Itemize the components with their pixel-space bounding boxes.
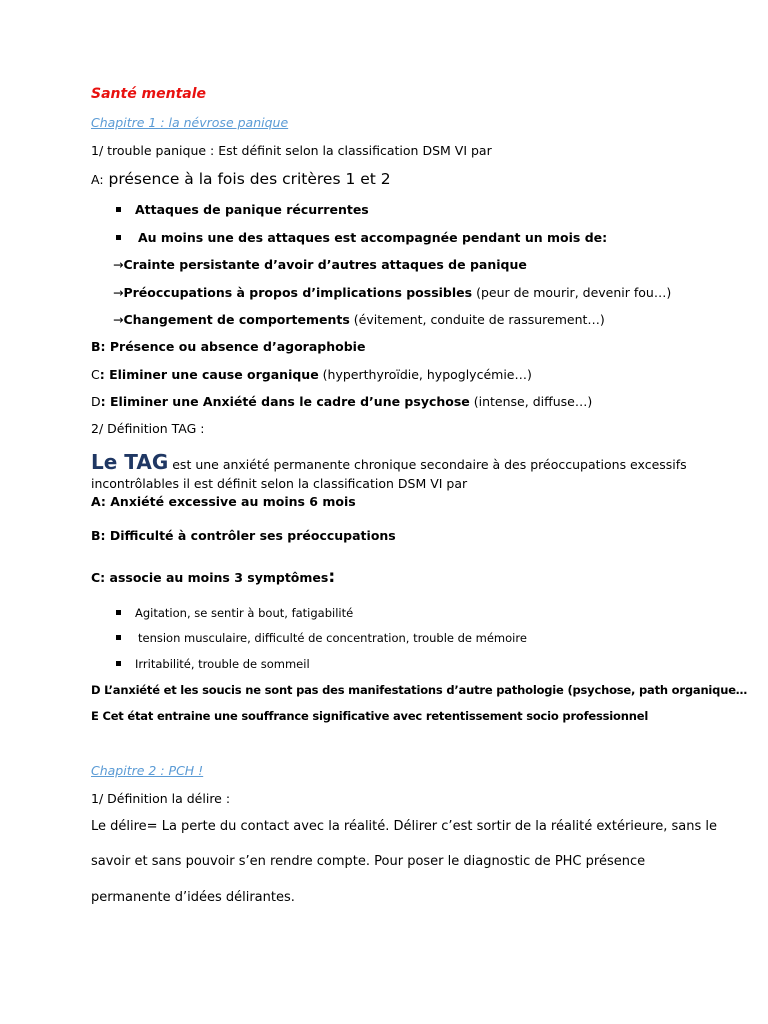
arrow-item-2-bold: Préoccupations à propos d’implications possibles — [123, 285, 473, 300]
definition-delire-heading: 1/ Définition la délire : — [91, 791, 231, 806]
criterion-b-line: B: Présence ou absence d’agoraphobie — [91, 339, 366, 354]
criterion-c-line — [91, 367, 532, 382]
tag-definition-line-2: incontrôlables il est définit selon la classification DSM VI par — [91, 476, 468, 491]
arrow-item-3 — [113, 312, 605, 327]
tag-criterion-a: A: Anxiété excessive au moins 6 mois — [91, 494, 356, 509]
arrow-item-3-bold: Changement de comportements — [123, 312, 350, 327]
symptom-item-1-text: Agitation, se sentir à bout, fatigabilité — [135, 606, 354, 620]
criterion-a-text: présence à la fois des critères 1 et 2 — [103, 170, 391, 188]
square-bullet-icon — [116, 661, 121, 666]
arrow-item-1 — [113, 257, 527, 272]
arrow-icon: → — [113, 257, 124, 272]
delire-paragraph-line-2: savoir et sans pouvoir s’en rendre compte. Pour poser le diagnostic de PHC présence — [91, 854, 646, 869]
criterion-d-normal: (intense, diffuse…) — [469, 394, 593, 409]
bullet-item-2 — [116, 230, 607, 245]
arrow-item-3-normal: (évitement, conduite de rassurement…) — [349, 312, 605, 327]
criterion-c-normal: (hyperthyroïdie, hypoglycémie…) — [318, 367, 532, 382]
arrow-item-2-normal: (peur de mourir, devenir fou…) — [472, 285, 672, 300]
tag-criterion-d: D L’anxiété et les soucis ne sont pas des manifestations d’autre pathologie (psychose, path organique… — [91, 683, 748, 697]
tag-criterion-c — [91, 567, 335, 587]
delire-paragraph-line-1: Le délire= La perte du contact avec la réalité. Délirer c’est sortir de la réalité extérieure, sans le — [91, 819, 717, 834]
square-bullet-icon — [116, 207, 121, 212]
criterion-c-label: C — [91, 367, 100, 382]
bullet-item-1 — [116, 202, 369, 217]
criterion-a-line — [91, 170, 391, 189]
symptom-item-2-text: tension musculaire, difficulté de concentration, trouble de mémoire — [138, 631, 527, 645]
bullet-item-2-text: Au moins une des attaques est accompagnée pendant un mois de: — [138, 230, 608, 245]
definition-tag-heading: 2/ Définition TAG : — [91, 421, 205, 436]
tag-criterion-c-colon: : — [328, 567, 336, 587]
delire-paragraph-line-3: permanente d’idées délirantes. — [91, 890, 295, 905]
criterion-c-bold: : Eliminer une cause organique — [99, 367, 319, 382]
arrow-icon: → — [113, 285, 124, 300]
symptom-item-3-text: Irritabilité, trouble de sommeil — [135, 657, 310, 671]
arrow-item-2 — [113, 285, 671, 300]
tag-big-label: Le TAG — [91, 450, 169, 474]
square-bullet-icon — [116, 235, 121, 240]
criterion-d-line — [91, 394, 592, 409]
chapter-1-heading: Chapitre 1 : la névrose panique — [91, 115, 289, 130]
tag-definition-line-1 — [91, 450, 687, 474]
arrow-icon: → — [113, 312, 124, 327]
symptom-item-3 — [116, 658, 310, 672]
criterion-d-label: D — [91, 394, 101, 409]
arrow-item-1-text: Crainte persistante d’avoir d’autres attaques de panique — [123, 257, 527, 272]
symptom-item-2 — [116, 632, 527, 646]
criterion-a-label: A: — [91, 172, 104, 187]
chapter-2-heading: Chapitre 2 : PCH ! — [91, 763, 204, 778]
criterion-d-bold: : Eliminer une Anxiété dans le cadre d’une psychose — [100, 394, 470, 409]
document-title: Santé mentale — [91, 86, 207, 102]
bullet-item-1-text: Attaques de panique récurrentes — [135, 202, 369, 217]
square-bullet-icon — [116, 635, 121, 640]
tag-definition-text-1: est une anxiété permanente chronique secondaire à des préoccupations excessifs — [168, 457, 687, 472]
tag-criterion-e: E Cet état entraine une souffrance significative avec retentissement socio professionnel — [91, 709, 649, 723]
symptom-item-1 — [116, 607, 353, 621]
tag-criterion-b: B: Difficulté à contrôler ses préoccupations — [91, 528, 396, 543]
tag-criterion-c-text: C: associe au moins 3 symptômes — [91, 570, 329, 585]
square-bullet-icon — [116, 610, 121, 615]
trouble-panique-line: 1/ trouble panique : Est définit selon la classification DSM VI par — [91, 143, 492, 158]
